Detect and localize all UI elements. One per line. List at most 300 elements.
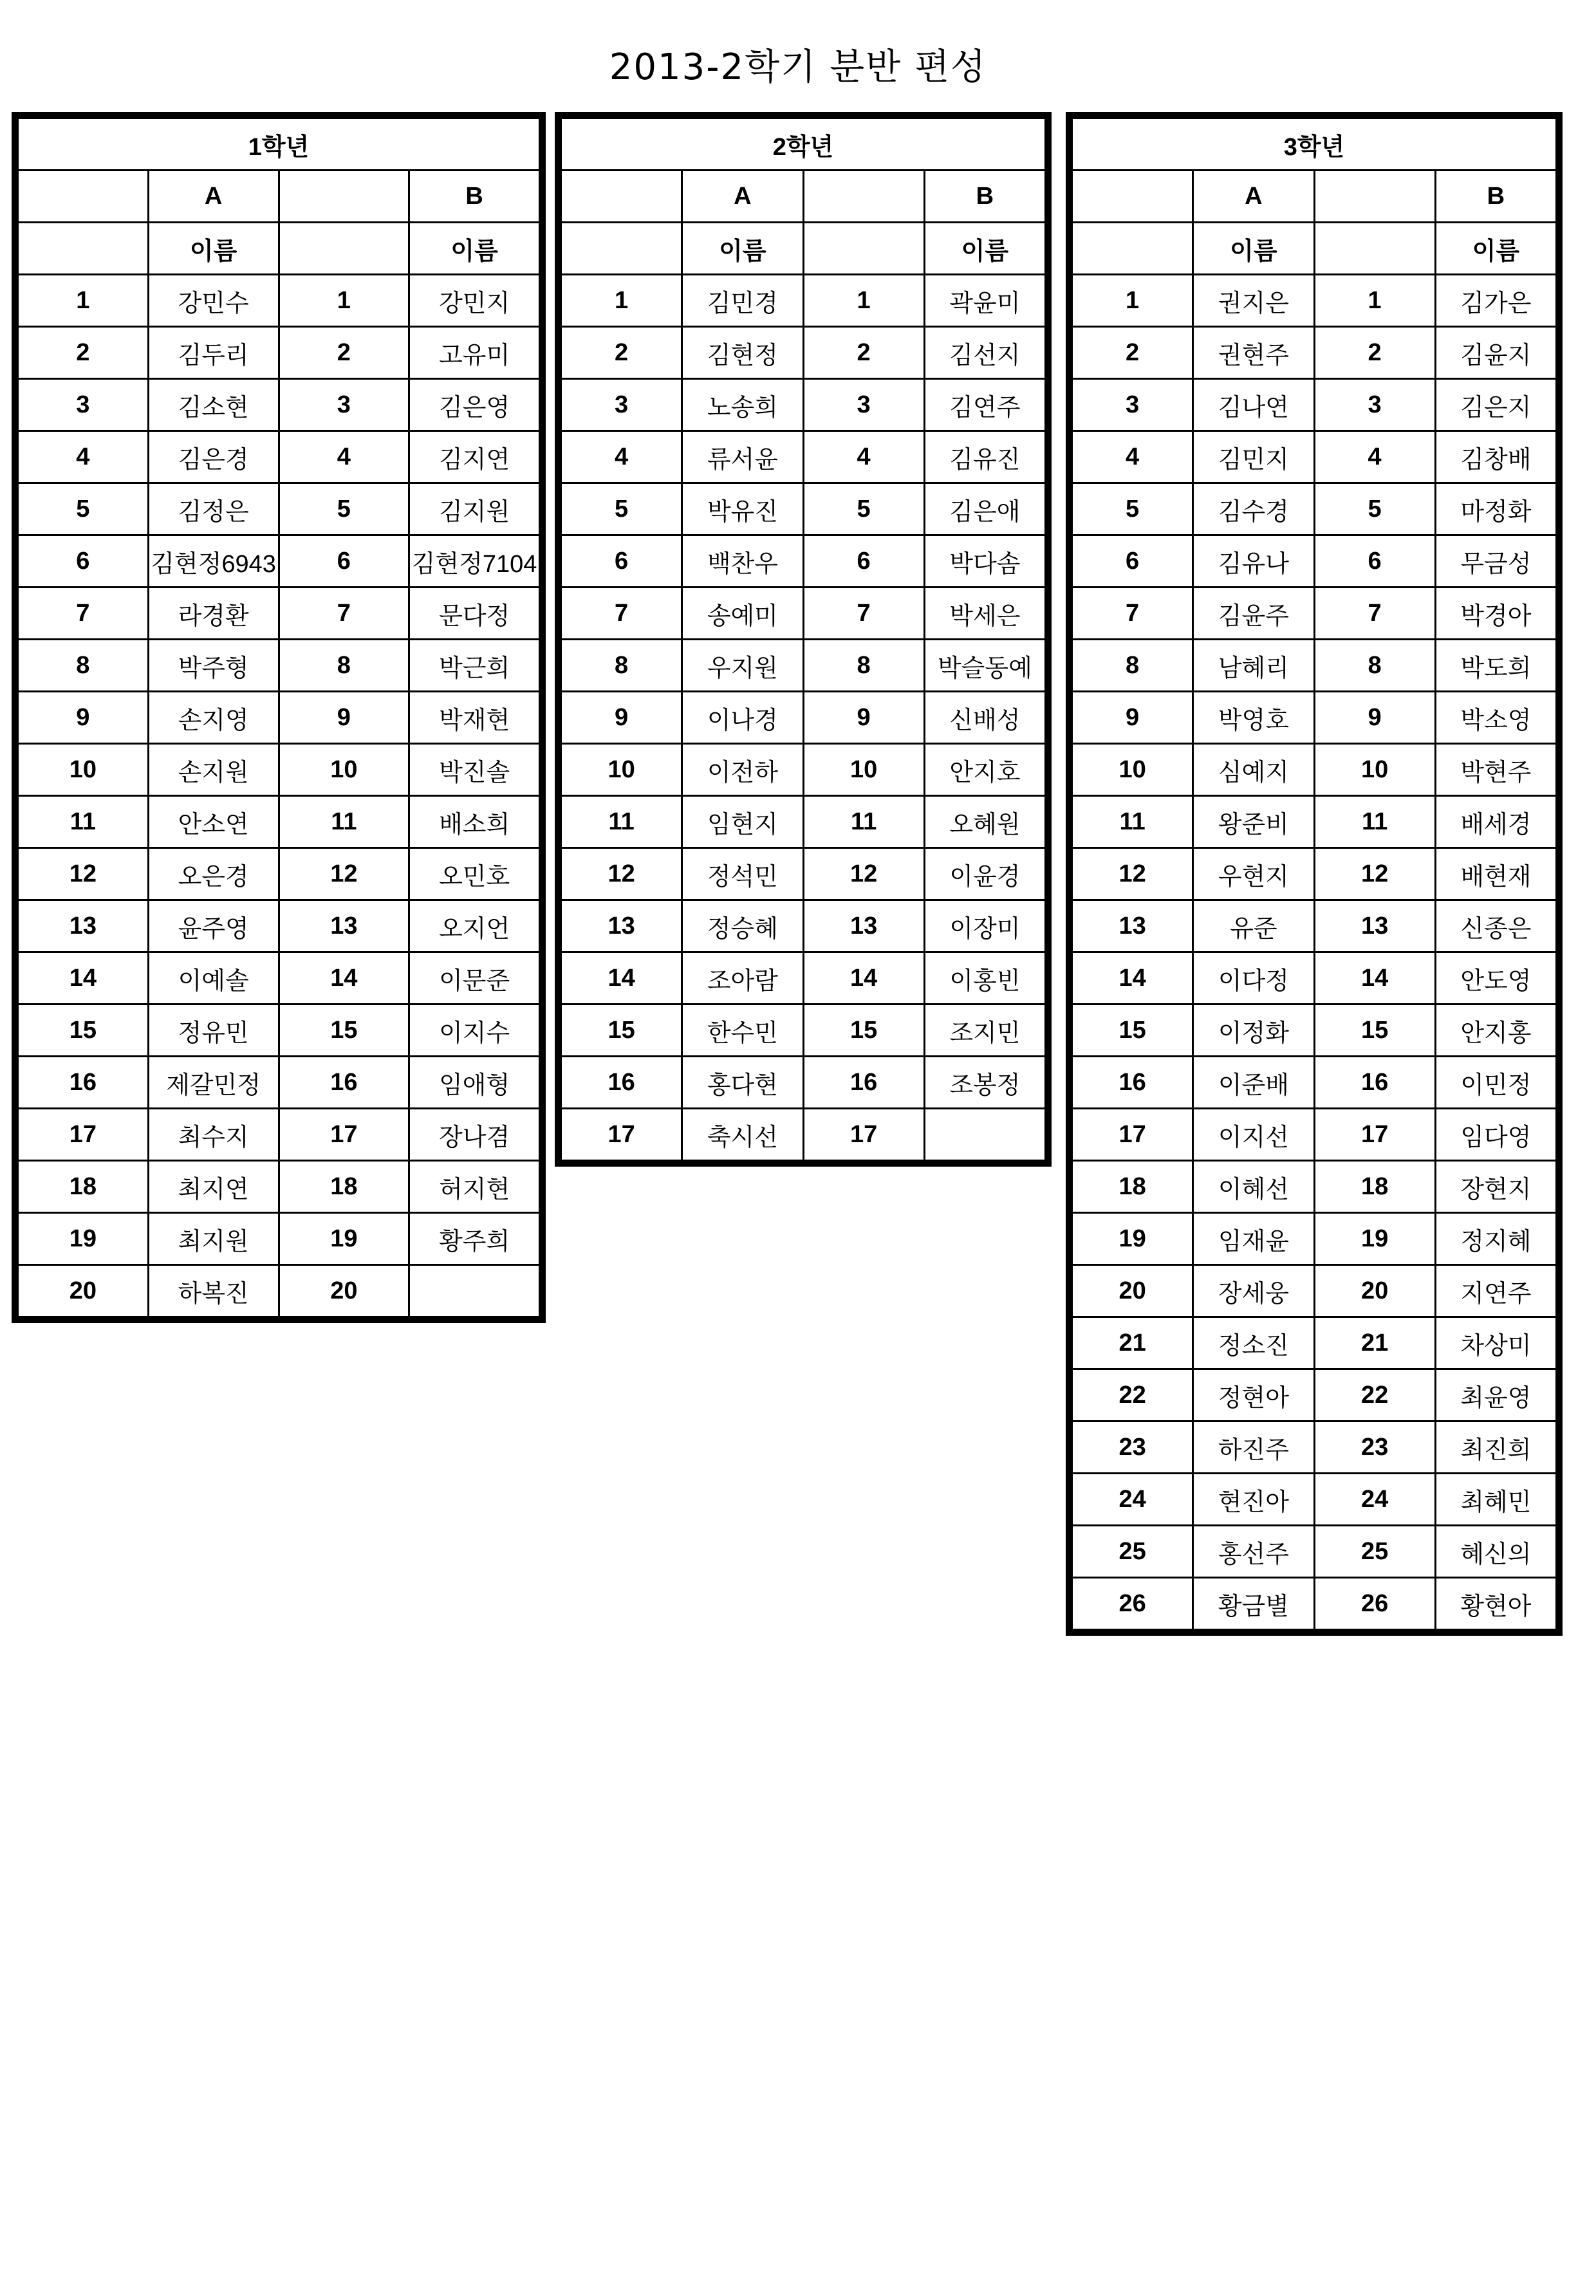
table-row [18, 275, 540, 327]
row-number-a: 11 [1072, 796, 1193, 848]
row-number-a: 4 [561, 431, 682, 483]
grade-header-3: 3학년 [1072, 118, 1557, 171]
student-name-a: 김유나 [1193, 535, 1314, 588]
student-name-a: 장세웅 [1193, 1265, 1314, 1317]
row-number-a: 12 [1072, 848, 1193, 900]
student-name-b: 장나겸 [409, 1109, 540, 1161]
spacer-cell [561, 223, 682, 275]
row-number-a: 26 [1072, 1578, 1193, 1630]
column-header-row [1072, 223, 1557, 275]
grade-table-2 [560, 117, 1046, 1162]
spacer-cell [279, 171, 409, 223]
student-name-b: 안지호 [924, 744, 1045, 796]
student-name-a: 김소현 [148, 379, 279, 431]
row-number-a: 6 [18, 535, 149, 588]
class-label-b: B [1435, 171, 1556, 223]
row-number-a: 16 [561, 1057, 682, 1109]
student-name-a: 최지원 [148, 1213, 279, 1265]
table-row [561, 431, 1046, 483]
student-name-a: 이전하 [682, 744, 803, 796]
table-row [18, 952, 540, 1004]
student-name-b: 김유진 [924, 431, 1045, 483]
student-name-b: 박진솔 [409, 744, 540, 796]
student-name-a: 김정은 [148, 483, 279, 535]
grade-header-1: 1학년 [18, 118, 540, 171]
student-name-a: 한수민 [682, 1004, 803, 1057]
row-number-b: 22 [1314, 1369, 1435, 1421]
student-name-a: 김민경 [682, 275, 803, 327]
student-name-b: 김은영 [409, 379, 540, 431]
name-column-header-a: 이름 [1193, 223, 1314, 275]
row-number-a: 1 [1072, 275, 1193, 327]
row-number-a: 9 [561, 692, 682, 744]
row-number-b: 11 [1314, 796, 1435, 848]
row-number-b: 2 [279, 327, 409, 379]
grade-block-3 [1066, 112, 1563, 1636]
name-column-header-a: 이름 [148, 223, 279, 275]
row-number-a: 21 [1072, 1317, 1193, 1369]
student-name-b: 이홍빈 [924, 952, 1045, 1004]
grade-header-2: 2학년 [561, 118, 1046, 171]
student-name-b: 임다영 [1435, 1109, 1556, 1161]
page-title: 2013-2학기 분반 편성 [609, 46, 987, 88]
student-name-a: 조아람 [682, 952, 803, 1004]
row-number-a: 3 [18, 379, 149, 431]
student-name-a: 이준배 [1193, 1057, 1314, 1109]
row-number-a: 9 [18, 692, 149, 744]
row-number-a: 1 [18, 275, 149, 327]
student-name-b: 장현지 [1435, 1161, 1556, 1213]
student-name-b: 신배성 [924, 692, 1045, 744]
row-number-a: 3 [1072, 379, 1193, 431]
row-number-a: 5 [1072, 483, 1193, 535]
student-name-b: 박현주 [1435, 744, 1556, 796]
row-number-b: 7 [1314, 588, 1435, 640]
row-number-b: 26 [1314, 1578, 1435, 1630]
row-number-a: 19 [1072, 1213, 1193, 1265]
student-name-a: 김윤주 [1193, 588, 1314, 640]
class-label-b: B [924, 171, 1045, 223]
row-number-b: 8 [279, 640, 409, 692]
student-name-b: 허지현 [409, 1161, 540, 1213]
table-row [18, 848, 540, 900]
name-column-header-a: 이름 [682, 223, 803, 275]
grade-table-1 [17, 117, 541, 1318]
student-name-b: 무금성 [1435, 535, 1556, 588]
row-number-a: 5 [561, 483, 682, 535]
row-number-a: 22 [1072, 1369, 1193, 1421]
table-row [1072, 483, 1557, 535]
table-row [1072, 848, 1557, 900]
table-row [1072, 327, 1557, 379]
student-name-b [409, 1265, 540, 1317]
row-number-a: 13 [18, 900, 149, 952]
table-row [1072, 1109, 1557, 1161]
row-number-a: 7 [1072, 588, 1193, 640]
student-name-b: 최윤영 [1435, 1369, 1556, 1421]
row-number-b: 19 [1314, 1213, 1435, 1265]
row-number-a: 17 [1072, 1109, 1193, 1161]
table-row [1072, 952, 1557, 1004]
spacer-cell [1072, 223, 1193, 275]
row-number-a: 13 [1072, 900, 1193, 952]
table-row [561, 1057, 1046, 1109]
student-name-a: 정현아 [1193, 1369, 1314, 1421]
spacer-cell [803, 223, 924, 275]
row-number-a: 18 [1072, 1161, 1193, 1213]
spacer-cell [1072, 171, 1193, 223]
student-name-b: 박근희 [409, 640, 540, 692]
student-name-b: 김창배 [1435, 431, 1556, 483]
row-number-b: 1 [803, 275, 924, 327]
student-name-a: 정유민 [148, 1004, 279, 1057]
table-row [1072, 900, 1557, 952]
student-name-b: 박재현 [409, 692, 540, 744]
student-name-b: 배소희 [409, 796, 540, 848]
row-number-a: 14 [1072, 952, 1193, 1004]
row-number-a: 11 [18, 796, 149, 848]
student-name-a: 임재윤 [1193, 1213, 1314, 1265]
table-row [561, 952, 1046, 1004]
class-label-a: A [682, 171, 803, 223]
row-number-a: 9 [1072, 692, 1193, 744]
row-number-a: 24 [1072, 1474, 1193, 1526]
row-number-a: 12 [561, 848, 682, 900]
student-name-a: 이나경 [682, 692, 803, 744]
row-number-a: 17 [18, 1109, 149, 1161]
table-row [1072, 1265, 1557, 1317]
table-row [1072, 535, 1557, 588]
student-name-b: 최혜민 [1435, 1474, 1556, 1526]
student-name-a: 왕준비 [1193, 796, 1314, 848]
row-number-b: 16 [279, 1057, 409, 1109]
student-name-b: 김윤지 [1435, 327, 1556, 379]
student-name-b: 혜신의 [1435, 1526, 1556, 1578]
student-name-a: 박유진 [682, 483, 803, 535]
student-name-a: 박영호 [1193, 692, 1314, 744]
row-number-a: 2 [1072, 327, 1193, 379]
table-row [561, 327, 1046, 379]
table-row [1072, 1213, 1557, 1265]
name-column-header-b: 이름 [924, 223, 1045, 275]
row-number-a: 11 [561, 796, 682, 848]
table-row [1072, 588, 1557, 640]
row-number-a: 15 [18, 1004, 149, 1057]
row-number-b: 8 [1314, 640, 1435, 692]
spacer-cell [18, 223, 149, 275]
table-row [18, 744, 540, 796]
spacer-cell [1314, 223, 1435, 275]
student-name-a: 송예미 [682, 588, 803, 640]
student-name-a: 홍선주 [1193, 1526, 1314, 1578]
student-name-b: 박다솜 [924, 535, 1045, 588]
row-number-b: 14 [279, 952, 409, 1004]
row-number-a: 16 [18, 1057, 149, 1109]
table-row [1072, 1526, 1557, 1578]
table-row [561, 275, 1046, 327]
student-name-a: 안소연 [148, 796, 279, 848]
student-name-b: 박슬동예 [924, 640, 1045, 692]
student-name-b: 김은애 [924, 483, 1045, 535]
row-number-b: 13 [279, 900, 409, 952]
row-number-a: 10 [18, 744, 149, 796]
row-number-b: 3 [803, 379, 924, 431]
student-name-a: 손지원 [148, 744, 279, 796]
row-number-b: 7 [279, 588, 409, 640]
row-number-a: 2 [18, 327, 149, 379]
row-number-a: 4 [18, 431, 149, 483]
table-row [18, 692, 540, 744]
student-name-b: 고유미 [409, 327, 540, 379]
name-column-header-b: 이름 [1435, 223, 1556, 275]
row-number-a: 15 [561, 1004, 682, 1057]
row-number-a: 18 [18, 1161, 149, 1213]
class-header-row [561, 171, 1046, 223]
grade-block-1 [12, 112, 546, 1323]
student-name-b: 김지연 [409, 431, 540, 483]
student-name-a: 손지영 [148, 692, 279, 744]
row-number-a: 17 [561, 1109, 682, 1161]
row-number-b: 20 [279, 1265, 409, 1317]
row-number-b: 4 [803, 431, 924, 483]
student-name-a: 권지은 [1193, 275, 1314, 327]
table-row [18, 535, 540, 588]
grade-header-row [1072, 118, 1557, 171]
column-header-row [561, 223, 1046, 275]
row-number-b: 18 [279, 1161, 409, 1213]
student-name-b: 김선지 [924, 327, 1045, 379]
class-header-row [18, 171, 540, 223]
student-name-a: 정승혜 [682, 900, 803, 952]
table-row [1072, 379, 1557, 431]
row-number-b: 13 [1314, 900, 1435, 952]
table-row [561, 744, 1046, 796]
row-number-b: 18 [1314, 1161, 1435, 1213]
student-name-b: 최진희 [1435, 1421, 1556, 1474]
table-row [18, 1057, 540, 1109]
row-number-b: 11 [803, 796, 924, 848]
student-name-a: 이지선 [1193, 1109, 1314, 1161]
row-number-b: 1 [279, 275, 409, 327]
row-number-b: 2 [803, 327, 924, 379]
student-name-b: 조지민 [924, 1004, 1045, 1057]
row-number-b: 9 [803, 692, 924, 744]
student-name-b: 배현재 [1435, 848, 1556, 900]
student-name-b: 이지수 [409, 1004, 540, 1057]
row-number-b: 17 [1314, 1109, 1435, 1161]
table-row [18, 1161, 540, 1213]
row-number-b: 6 [279, 535, 409, 588]
row-number-b: 3 [1314, 379, 1435, 431]
student-name-b: 이윤경 [924, 848, 1045, 900]
row-number-b: 16 [1314, 1057, 1435, 1109]
row-number-a: 10 [1072, 744, 1193, 796]
student-name-b: 김지원 [409, 483, 540, 535]
table-row [1072, 1161, 1557, 1213]
table-row [18, 640, 540, 692]
table-row [18, 588, 540, 640]
row-number-a: 4 [1072, 431, 1193, 483]
table-row [1072, 1317, 1557, 1369]
student-name-a: 이다정 [1193, 952, 1314, 1004]
table-row [561, 796, 1046, 848]
table-row [18, 379, 540, 431]
row-number-a: 7 [561, 588, 682, 640]
row-number-b: 19 [279, 1213, 409, 1265]
row-number-a: 20 [1072, 1265, 1193, 1317]
spacer-cell [561, 171, 682, 223]
table-row [1072, 1474, 1557, 1526]
row-number-b: 15 [279, 1004, 409, 1057]
class-label-a: A [1193, 171, 1314, 223]
row-number-b: 8 [803, 640, 924, 692]
row-number-b: 6 [1314, 535, 1435, 588]
student-name-b [924, 1109, 1045, 1161]
student-name-a: 우지원 [682, 640, 803, 692]
student-name-a: 황금별 [1193, 1578, 1314, 1630]
grade-header-row [18, 118, 540, 171]
row-number-a: 8 [561, 640, 682, 692]
table-row [1072, 1578, 1557, 1630]
student-name-b: 오혜원 [924, 796, 1045, 848]
student-name-b: 이장미 [924, 900, 1045, 952]
row-number-b: 17 [279, 1109, 409, 1161]
table-row [18, 1109, 540, 1161]
row-number-b: 24 [1314, 1474, 1435, 1526]
student-name-b: 황현아 [1435, 1578, 1556, 1630]
row-number-b: 1 [1314, 275, 1435, 327]
row-number-a: 14 [561, 952, 682, 1004]
student-name-a: 오은경 [148, 848, 279, 900]
student-name-b: 오지언 [409, 900, 540, 952]
student-name-b: 배세경 [1435, 796, 1556, 848]
row-number-b: 11 [279, 796, 409, 848]
row-number-a: 20 [18, 1265, 149, 1317]
row-number-a: 2 [561, 327, 682, 379]
row-number-b: 21 [1314, 1317, 1435, 1369]
student-name-a: 우현지 [1193, 848, 1314, 900]
student-name-a: 최수지 [148, 1109, 279, 1161]
row-number-a: 3 [561, 379, 682, 431]
student-name-a: 정소진 [1193, 1317, 1314, 1369]
row-number-b: 15 [803, 1004, 924, 1057]
student-name-a: 이정화 [1193, 1004, 1314, 1057]
student-name-b: 김은지 [1435, 379, 1556, 431]
table-row [1072, 1057, 1557, 1109]
student-name-a: 강민수 [148, 275, 279, 327]
student-name-a: 하복진 [148, 1265, 279, 1317]
student-name-b: 문다정 [409, 588, 540, 640]
row-number-b: 13 [803, 900, 924, 952]
row-number-a: 25 [1072, 1526, 1193, 1578]
table-row [561, 848, 1046, 900]
row-number-b: 2 [1314, 327, 1435, 379]
student-name-b: 지연주 [1435, 1265, 1556, 1317]
student-name-a: 라경환 [148, 588, 279, 640]
table-row [18, 1213, 540, 1265]
student-name-b: 신종은 [1435, 900, 1556, 952]
student-name-a: 김두리 [148, 327, 279, 379]
row-number-a: 10 [561, 744, 682, 796]
table-row [18, 1004, 540, 1057]
student-name-a: 최지연 [148, 1161, 279, 1213]
row-number-a: 6 [561, 535, 682, 588]
student-name-b: 이문준 [409, 952, 540, 1004]
row-number-b: 14 [803, 952, 924, 1004]
spacer-cell [279, 223, 409, 275]
table-row [1072, 744, 1557, 796]
table-row [561, 379, 1046, 431]
row-number-a: 13 [561, 900, 682, 952]
row-number-a: 5 [18, 483, 149, 535]
student-name-b: 조봉정 [924, 1057, 1045, 1109]
student-name-b: 강민지 [409, 275, 540, 327]
row-number-b: 9 [1314, 692, 1435, 744]
student-name-b: 박도희 [1435, 640, 1556, 692]
student-name-a: 남혜리 [1193, 640, 1314, 692]
row-number-a: 8 [1072, 640, 1193, 692]
student-name-b: 황주희 [409, 1213, 540, 1265]
table-row [18, 483, 540, 535]
row-number-b: 6 [803, 535, 924, 588]
student-name-b: 임애형 [409, 1057, 540, 1109]
student-name-b: 안도영 [1435, 952, 1556, 1004]
row-number-b: 15 [1314, 1004, 1435, 1057]
student-name-b: 곽윤미 [924, 275, 1045, 327]
student-name-a: 김은경 [148, 431, 279, 483]
class-header-row [1072, 171, 1557, 223]
table-row [561, 692, 1046, 744]
student-name-b: 박세은 [924, 588, 1045, 640]
student-name-a: 유준 [1193, 900, 1314, 952]
student-name-a: 현진아 [1193, 1474, 1314, 1526]
student-name-b: 박소영 [1435, 692, 1556, 744]
table-row [561, 1109, 1046, 1161]
row-number-b: 4 [279, 431, 409, 483]
table-row [18, 900, 540, 952]
table-row [1072, 640, 1557, 692]
row-number-a: 1 [561, 275, 682, 327]
row-number-b: 12 [279, 848, 409, 900]
student-name-a: 노송희 [682, 379, 803, 431]
row-number-b: 7 [803, 588, 924, 640]
table-row [18, 431, 540, 483]
table-row [18, 796, 540, 848]
student-name-b: 오민호 [409, 848, 540, 900]
table-row [1072, 1369, 1557, 1421]
spacer-cell [18, 171, 149, 223]
row-number-b: 12 [803, 848, 924, 900]
student-name-b: 안지홍 [1435, 1004, 1556, 1057]
row-number-b: 5 [1314, 483, 1435, 535]
row-number-a: 15 [1072, 1004, 1193, 1057]
row-number-a: 14 [18, 952, 149, 1004]
row-number-b: 5 [279, 483, 409, 535]
table-row [561, 1004, 1046, 1057]
class-label-b: B [409, 171, 540, 223]
table-row [561, 900, 1046, 952]
name-column-header-b: 이름 [409, 223, 540, 275]
table-row [1072, 1421, 1557, 1474]
student-name-b: 김현정7104 [409, 535, 540, 588]
row-number-a: 7 [18, 588, 149, 640]
grade-block-2 [555, 112, 1052, 1167]
table-row [1072, 431, 1557, 483]
student-name-b: 이민정 [1435, 1057, 1556, 1109]
student-name-a: 백찬우 [682, 535, 803, 588]
student-name-a: 김수경 [1193, 483, 1314, 535]
row-number-b: 20 [1314, 1265, 1435, 1317]
